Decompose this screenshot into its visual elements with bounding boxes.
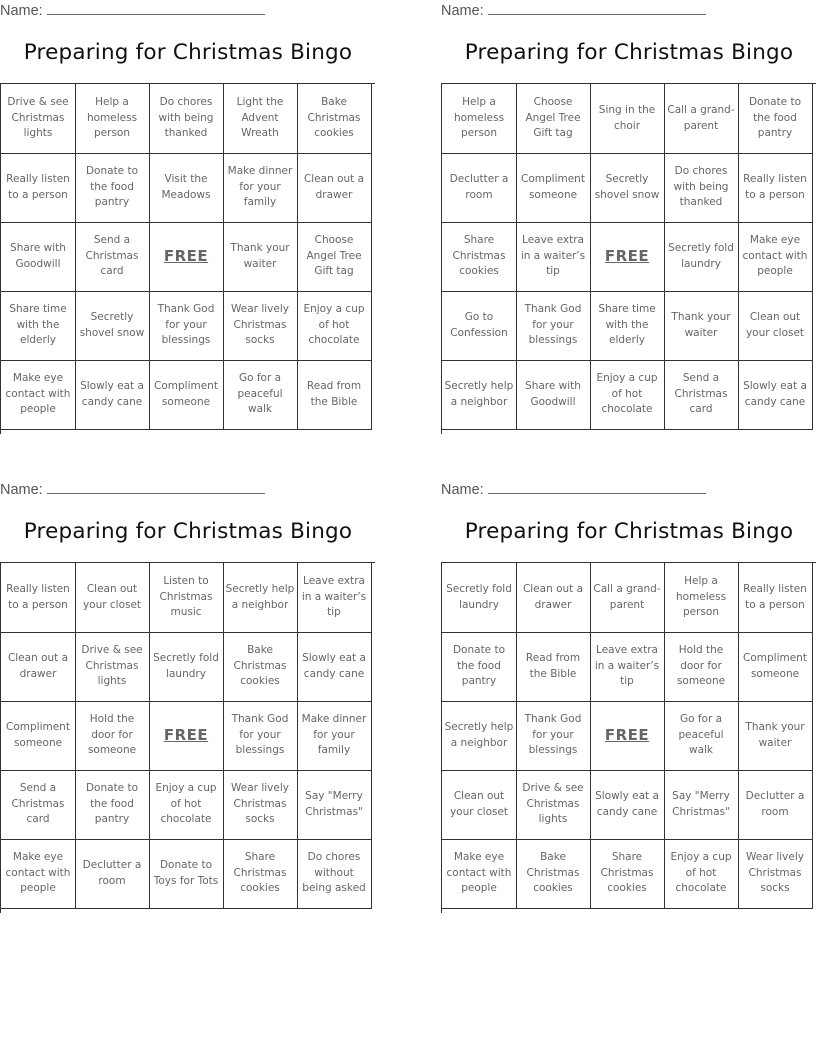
bingo-cell[interactable]: Make eye contact with people [738, 222, 813, 292]
bingo-cell[interactable]: Listen to Christmas music [149, 563, 224, 633]
bingo-cell[interactable]: Secretly fold laundry [664, 222, 739, 292]
bingo-cell[interactable]: Really listen to a person [1, 563, 76, 633]
bingo-cell[interactable]: Call a grand-parent [590, 563, 665, 633]
bingo-cell[interactable]: Enjoy a cup of hot chocolate [297, 291, 372, 361]
bingo-cell[interactable]: Share with Goodwill [516, 360, 591, 430]
bingo-cell[interactable]: Drive & see Christmas lights [516, 770, 591, 840]
bingo-card-1 [0, 0, 376, 416]
bingo-cell[interactable]: Drive & see Christmas lights [75, 632, 150, 702]
bingo-cell[interactable]: Secretly help a neighbor [442, 360, 517, 430]
bingo-cell[interactable]: Clean out a drawer [297, 153, 372, 223]
bingo-cell[interactable]: Make eye contact with people [1, 839, 76, 909]
bingo-cell[interactable]: Donate to the food pantry [75, 770, 150, 840]
bingo-cell[interactable]: Secretly shovel snow [590, 153, 665, 223]
bingo-cell[interactable]: Go to Confession [442, 291, 517, 361]
bingo-cell[interactable]: Choose Angel Tree Gift tag [516, 84, 591, 154]
bingo-cell[interactable]: Drive & see Christmas lights [1, 84, 76, 154]
bingo-cell[interactable]: Donate to the food pantry [75, 153, 150, 223]
name-label: Name: [0, 482, 43, 498]
bingo-cell[interactable]: Thank God for your blessings [516, 701, 591, 771]
bingo-cell[interactable]: Thank God for your blessings [516, 291, 591, 361]
bingo-cell[interactable]: Wear lively Christmas socks [223, 291, 298, 361]
bingo-cell[interactable]: Read from the Bible [297, 360, 372, 430]
bingo-cell[interactable]: Wear lively Christmas socks [738, 839, 813, 909]
bingo-cell[interactable]: Slowly eat a candy cane [738, 360, 813, 430]
bingo-cell[interactable]: Enjoy a cup of hot chocolate [149, 770, 224, 840]
bingo-cell[interactable]: Send a Christmas card [664, 360, 739, 430]
bingo-cell[interactable]: Share time with the elderly [590, 291, 665, 361]
free-space-cell[interactable]: FREE [590, 222, 665, 292]
bingo-cell[interactable]: Enjoy a cup of hot chocolate [590, 360, 665, 430]
bingo-cell[interactable]: Clean out your closet [738, 291, 813, 361]
bingo-cell[interactable]: Slowly eat a candy cane [297, 632, 372, 702]
bingo-cell[interactable]: Bake Christmas cookies [516, 839, 591, 909]
bingo-cell[interactable]: Really listen to a person [1, 153, 76, 223]
name-field[interactable] [441, 0, 816, 22]
bingo-cell[interactable]: Really listen to a person [738, 563, 813, 633]
bingo-cell[interactable]: Enjoy a cup of hot chocolate [664, 839, 739, 909]
bingo-cell[interactable]: Really listen to a person [738, 153, 813, 223]
bingo-cell[interactable]: Secretly fold laundry [442, 563, 517, 633]
bingo-cell[interactable]: Share Christmas cookies [442, 222, 517, 292]
bingo-cell[interactable]: Secretly help a neighbor [442, 701, 517, 771]
bingo-cell[interactable]: Send a Christmas card [75, 222, 150, 292]
bingo-cell[interactable]: Secretly fold laundry [149, 632, 224, 702]
bingo-cell[interactable]: Light the Advent Wreath [223, 84, 298, 154]
bingo-cell[interactable]: Go for a peaceful walk [664, 701, 739, 771]
bingo-cell[interactable]: Do chores with being thanked [149, 84, 224, 154]
bingo-cell[interactable]: Make eye contact with people [442, 839, 517, 909]
bingo-cell[interactable]: Share Christmas cookies [223, 839, 298, 909]
bingo-cell[interactable]: Make eye contact with people [1, 360, 76, 430]
name-field[interactable] [441, 479, 816, 501]
free-space-cell[interactable]: FREE [590, 701, 665, 771]
bingo-cell[interactable]: Call a grand-parent [664, 84, 739, 154]
bingo-cell[interactable]: Sing in the choir [590, 84, 665, 154]
bingo-cell[interactable]: Donate to the food pantry [738, 84, 813, 154]
bingo-cell[interactable]: Help a homeless person [442, 84, 517, 154]
name-line[interactable] [47, 0, 265, 15]
card-title: Preparing for Christmas Bingo [464, 519, 794, 544]
bingo-grid [0, 562, 375, 913]
name-label: Name: [441, 3, 484, 19]
bingo-cell[interactable]: Declutter a room [442, 153, 517, 223]
name-field[interactable] [0, 479, 376, 501]
bingo-card-4 [441, 479, 816, 895]
bingo-cell[interactable]: Leave extra in a waiter’s tip [590, 632, 665, 702]
bingo-card-2 [441, 0, 816, 416]
bingo-cell[interactable]: Choose Angel Tree Gift tag [297, 222, 372, 292]
bingo-cell[interactable]: Donate to the food pantry [442, 632, 517, 702]
bingo-cell[interactable]: Bake Christmas cookies [223, 632, 298, 702]
free-space-cell[interactable]: FREE [149, 222, 224, 292]
name-line[interactable] [488, 0, 706, 15]
bingo-cell[interactable]: Compliment someone [738, 632, 813, 702]
bingo-cell[interactable]: Do chores without being asked [297, 839, 372, 909]
bingo-cell[interactable]: Thank your waiter [223, 222, 298, 292]
bingo-cell[interactable]: Make dinner for your family [223, 153, 298, 223]
bingo-cell[interactable]: Help a homeless person [75, 84, 150, 154]
bingo-cell[interactable]: Do chores with being thanked [664, 153, 739, 223]
bingo-cell[interactable]: Thank God for your blessings [149, 291, 224, 361]
bingo-cell[interactable]: Secretly help a neighbor [223, 563, 298, 633]
card-title: Preparing for Christmas Bingo [23, 519, 353, 544]
name-field[interactable] [0, 0, 376, 22]
bingo-cell[interactable]: Thank God for your blessings [223, 701, 298, 771]
bingo-cell[interactable]: Compliment someone [149, 360, 224, 430]
bingo-cell[interactable]: Declutter a room [75, 839, 150, 909]
name-line[interactable] [488, 479, 706, 494]
bingo-grid [441, 562, 816, 913]
name-label: Name: [0, 3, 43, 19]
bingo-cell[interactable]: Thank your waiter [738, 701, 813, 771]
bingo-cell[interactable]: Donate to Toys for Tots [149, 839, 224, 909]
bingo-grid [441, 83, 816, 434]
bingo-cell[interactable]: Read from the Bible [516, 632, 591, 702]
bingo-cell[interactable]: Make dinner for your family [297, 701, 372, 771]
bingo-cell[interactable]: Secretly shovel snow [75, 291, 150, 361]
free-space-cell[interactable]: FREE [149, 701, 224, 771]
bingo-cell[interactable]: Clean out your closet [75, 563, 150, 633]
bingo-cell[interactable]: Slowly eat a candy cane [75, 360, 150, 430]
name-label: Name: [441, 482, 484, 498]
bingo-cell[interactable]: Hold the door for someone [75, 701, 150, 771]
bingo-cell[interactable]: Visit the Meadows [149, 153, 224, 223]
bingo-cell[interactable]: Say "Merry Christmas" [664, 770, 739, 840]
bingo-cell[interactable]: Help a homeless person [664, 563, 739, 633]
bingo-cell[interactable]: Compliment someone [516, 153, 591, 223]
bingo-cell[interactable]: Wear lively Christmas socks [223, 770, 298, 840]
bingo-grid [0, 83, 375, 434]
bingo-cell[interactable]: Compliment someone [1, 701, 76, 771]
bingo-cell[interactable]: Leave extra in a waiter’s tip [297, 563, 372, 633]
bingo-cell[interactable]: Share Christmas cookies [590, 839, 665, 909]
bingo-card-3 [0, 479, 376, 895]
bingo-cell[interactable]: Bake Christmas cookies [297, 84, 372, 154]
bingo-cell[interactable]: Declutter a room [738, 770, 813, 840]
bingo-cell[interactable]: Clean out a drawer [516, 563, 591, 633]
bingo-cell[interactable]: Say "Merry Christmas" [297, 770, 372, 840]
card-title: Preparing for Christmas Bingo [464, 40, 794, 65]
card-title: Preparing for Christmas Bingo [23, 40, 353, 65]
bingo-cell[interactable]: Slowly eat a candy cane [590, 770, 665, 840]
bingo-cell[interactable]: Share time with the elderly [1, 291, 76, 361]
bingo-cell[interactable]: Thank your waiter [664, 291, 739, 361]
bingo-cell[interactable]: Share with Goodwill [1, 222, 76, 292]
bingo-cell[interactable]: Leave extra in a waiter’s tip [516, 222, 591, 292]
bingo-cell[interactable]: Clean out your closet [442, 770, 517, 840]
bingo-cell[interactable]: Send a Christmas card [1, 770, 76, 840]
bingo-cell[interactable]: Hold the door for someone [664, 632, 739, 702]
name-line[interactable] [47, 479, 265, 494]
bingo-cell[interactable]: Clean out a drawer [1, 632, 76, 702]
bingo-cell[interactable]: Go for a peaceful walk [223, 360, 298, 430]
